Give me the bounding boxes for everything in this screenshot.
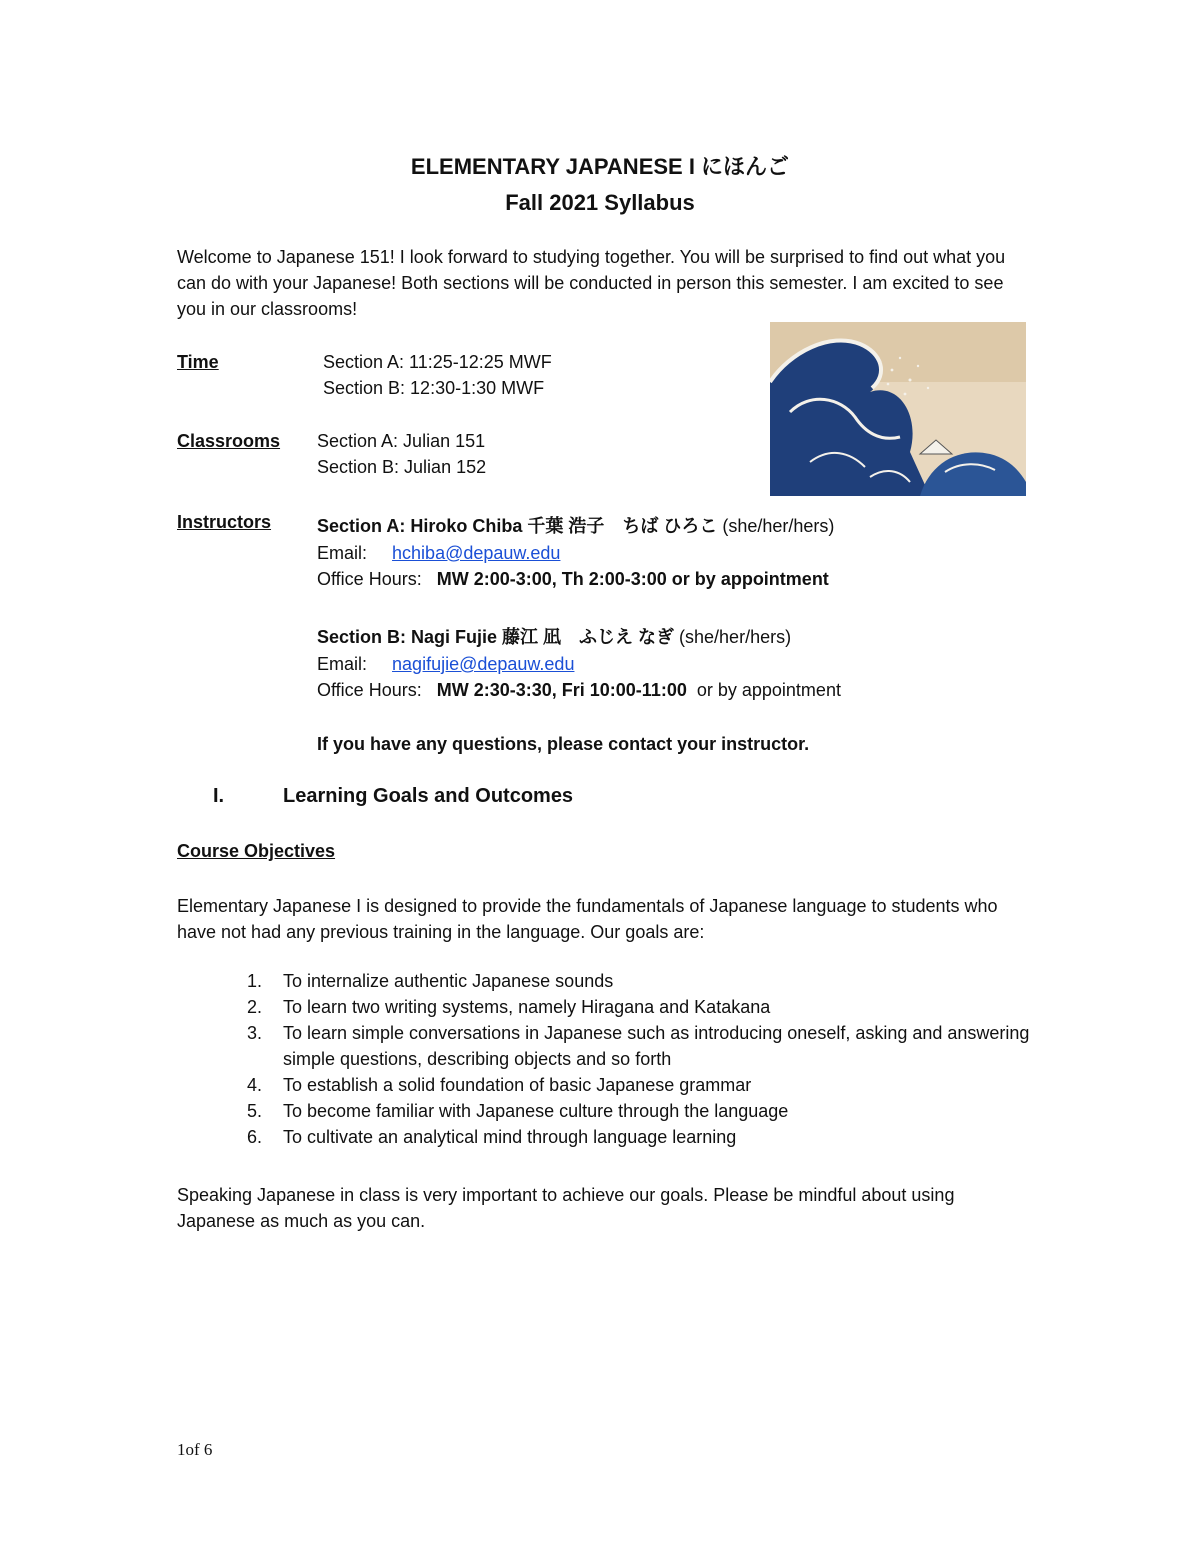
instructor-a-email-line xyxy=(317,543,560,564)
instructor-b-name: Section B: Nagi Fujie 藤江 凪 ふじえ なぎ xyxy=(317,627,675,647)
instructor-a-line xyxy=(317,512,834,538)
objectives-intro: Elementary Japanese I is designed to provide the fundamentals of Japanese language to students who have not had any previous training in the language. Our goals are: xyxy=(177,896,998,942)
instructor-b-office-hours: MW 2:30-3:30, Fri 10:00-11:00 xyxy=(436,680,687,700)
great-wave-image xyxy=(770,322,1026,496)
instructors-label: Instructors xyxy=(177,512,272,532)
page-title: ELEMENTARY JAPANESE I にほんご xyxy=(410,154,790,179)
section-numeral: I. xyxy=(213,785,225,807)
classroom-section-a: Section A: Julian 151 xyxy=(317,431,486,451)
course-objectives-label: Course Objectives xyxy=(177,841,336,861)
instructor-a-email-label: Email: xyxy=(317,543,368,563)
instructor-a-pronouns: (she/her/hers) xyxy=(717,516,835,536)
instructor-a-office-line xyxy=(317,569,829,590)
instructor-a-name: Section A: Hiroko Chiba 千葉 浩子 ちば ひろこ xyxy=(317,516,718,536)
page-number: 1of 6 xyxy=(177,1440,213,1459)
goals-list xyxy=(177,968,1037,1150)
page-subtitle: Fall 2021 Syllabus xyxy=(505,190,695,215)
closing-paragraph: Speaking Japanese in class is very important to achieve our goals. Please be mindful about using Japanese as much as you can. xyxy=(177,1185,955,1231)
classrooms-label: Classrooms xyxy=(177,431,281,451)
time-section-a: Section A: 11:25-12:25 MWF xyxy=(323,352,552,372)
classroom-section-b: Section B: Julian 152 xyxy=(317,457,487,477)
instructor-a-office-hours: MW 2:00-3:00, Th 2:00-3:00 or by appointment xyxy=(436,569,829,589)
list-item: 3. To learn simple conversations in Japanese such as introducing oneself, asking and answering simple questions, describing objects and so forth xyxy=(247,1023,1030,1069)
section-heading: Learning Goals and Outcomes xyxy=(283,785,574,807)
instructor-b-line xyxy=(317,623,791,649)
instructor-b-email-label: Email: xyxy=(317,654,368,674)
instructor-a-office-label: Office Hours: xyxy=(317,569,422,589)
time-section-b: Section B: 12:30-1:30 MWF xyxy=(323,378,545,398)
contact-note: If you have any questions, please contact your instructor. xyxy=(317,734,810,754)
instructor-b-office-line xyxy=(317,680,841,701)
instructor-b-email-link[interactable]: nagifujie@depauw.edu xyxy=(392,654,575,674)
instructor-b-office-suffix: or by appointment xyxy=(686,680,841,700)
list-item: 4. To establish a solid foundation of basic Japanese grammar xyxy=(247,1075,752,1095)
time-label: Time xyxy=(177,352,219,372)
list-item: 2. To learn two writing systems, namely Hiragana and Katakana xyxy=(247,997,771,1017)
instructor-b-office-label: Office Hours: xyxy=(317,680,422,700)
instructor-b-email-line xyxy=(317,654,574,675)
instructor-a-email-link[interactable]: hchiba@depauw.edu xyxy=(392,543,561,563)
list-item: 5. To become familiar with Japanese culture through the language xyxy=(247,1101,789,1121)
list-item: 6. To cultivate an analytical mind through language learning xyxy=(247,1127,737,1147)
list-item: 1. To internalize authentic Japanese sounds xyxy=(247,971,614,991)
intro-paragraph: Welcome to Japanese 151! I look forward to studying together. You will be surprised to find out what you can do with your Japanese! Both sections will be conducted in person this semester. I am excited to see you in our classrooms! xyxy=(177,247,1006,319)
instructor-b-pronouns: (she/her/hers) xyxy=(674,627,792,647)
